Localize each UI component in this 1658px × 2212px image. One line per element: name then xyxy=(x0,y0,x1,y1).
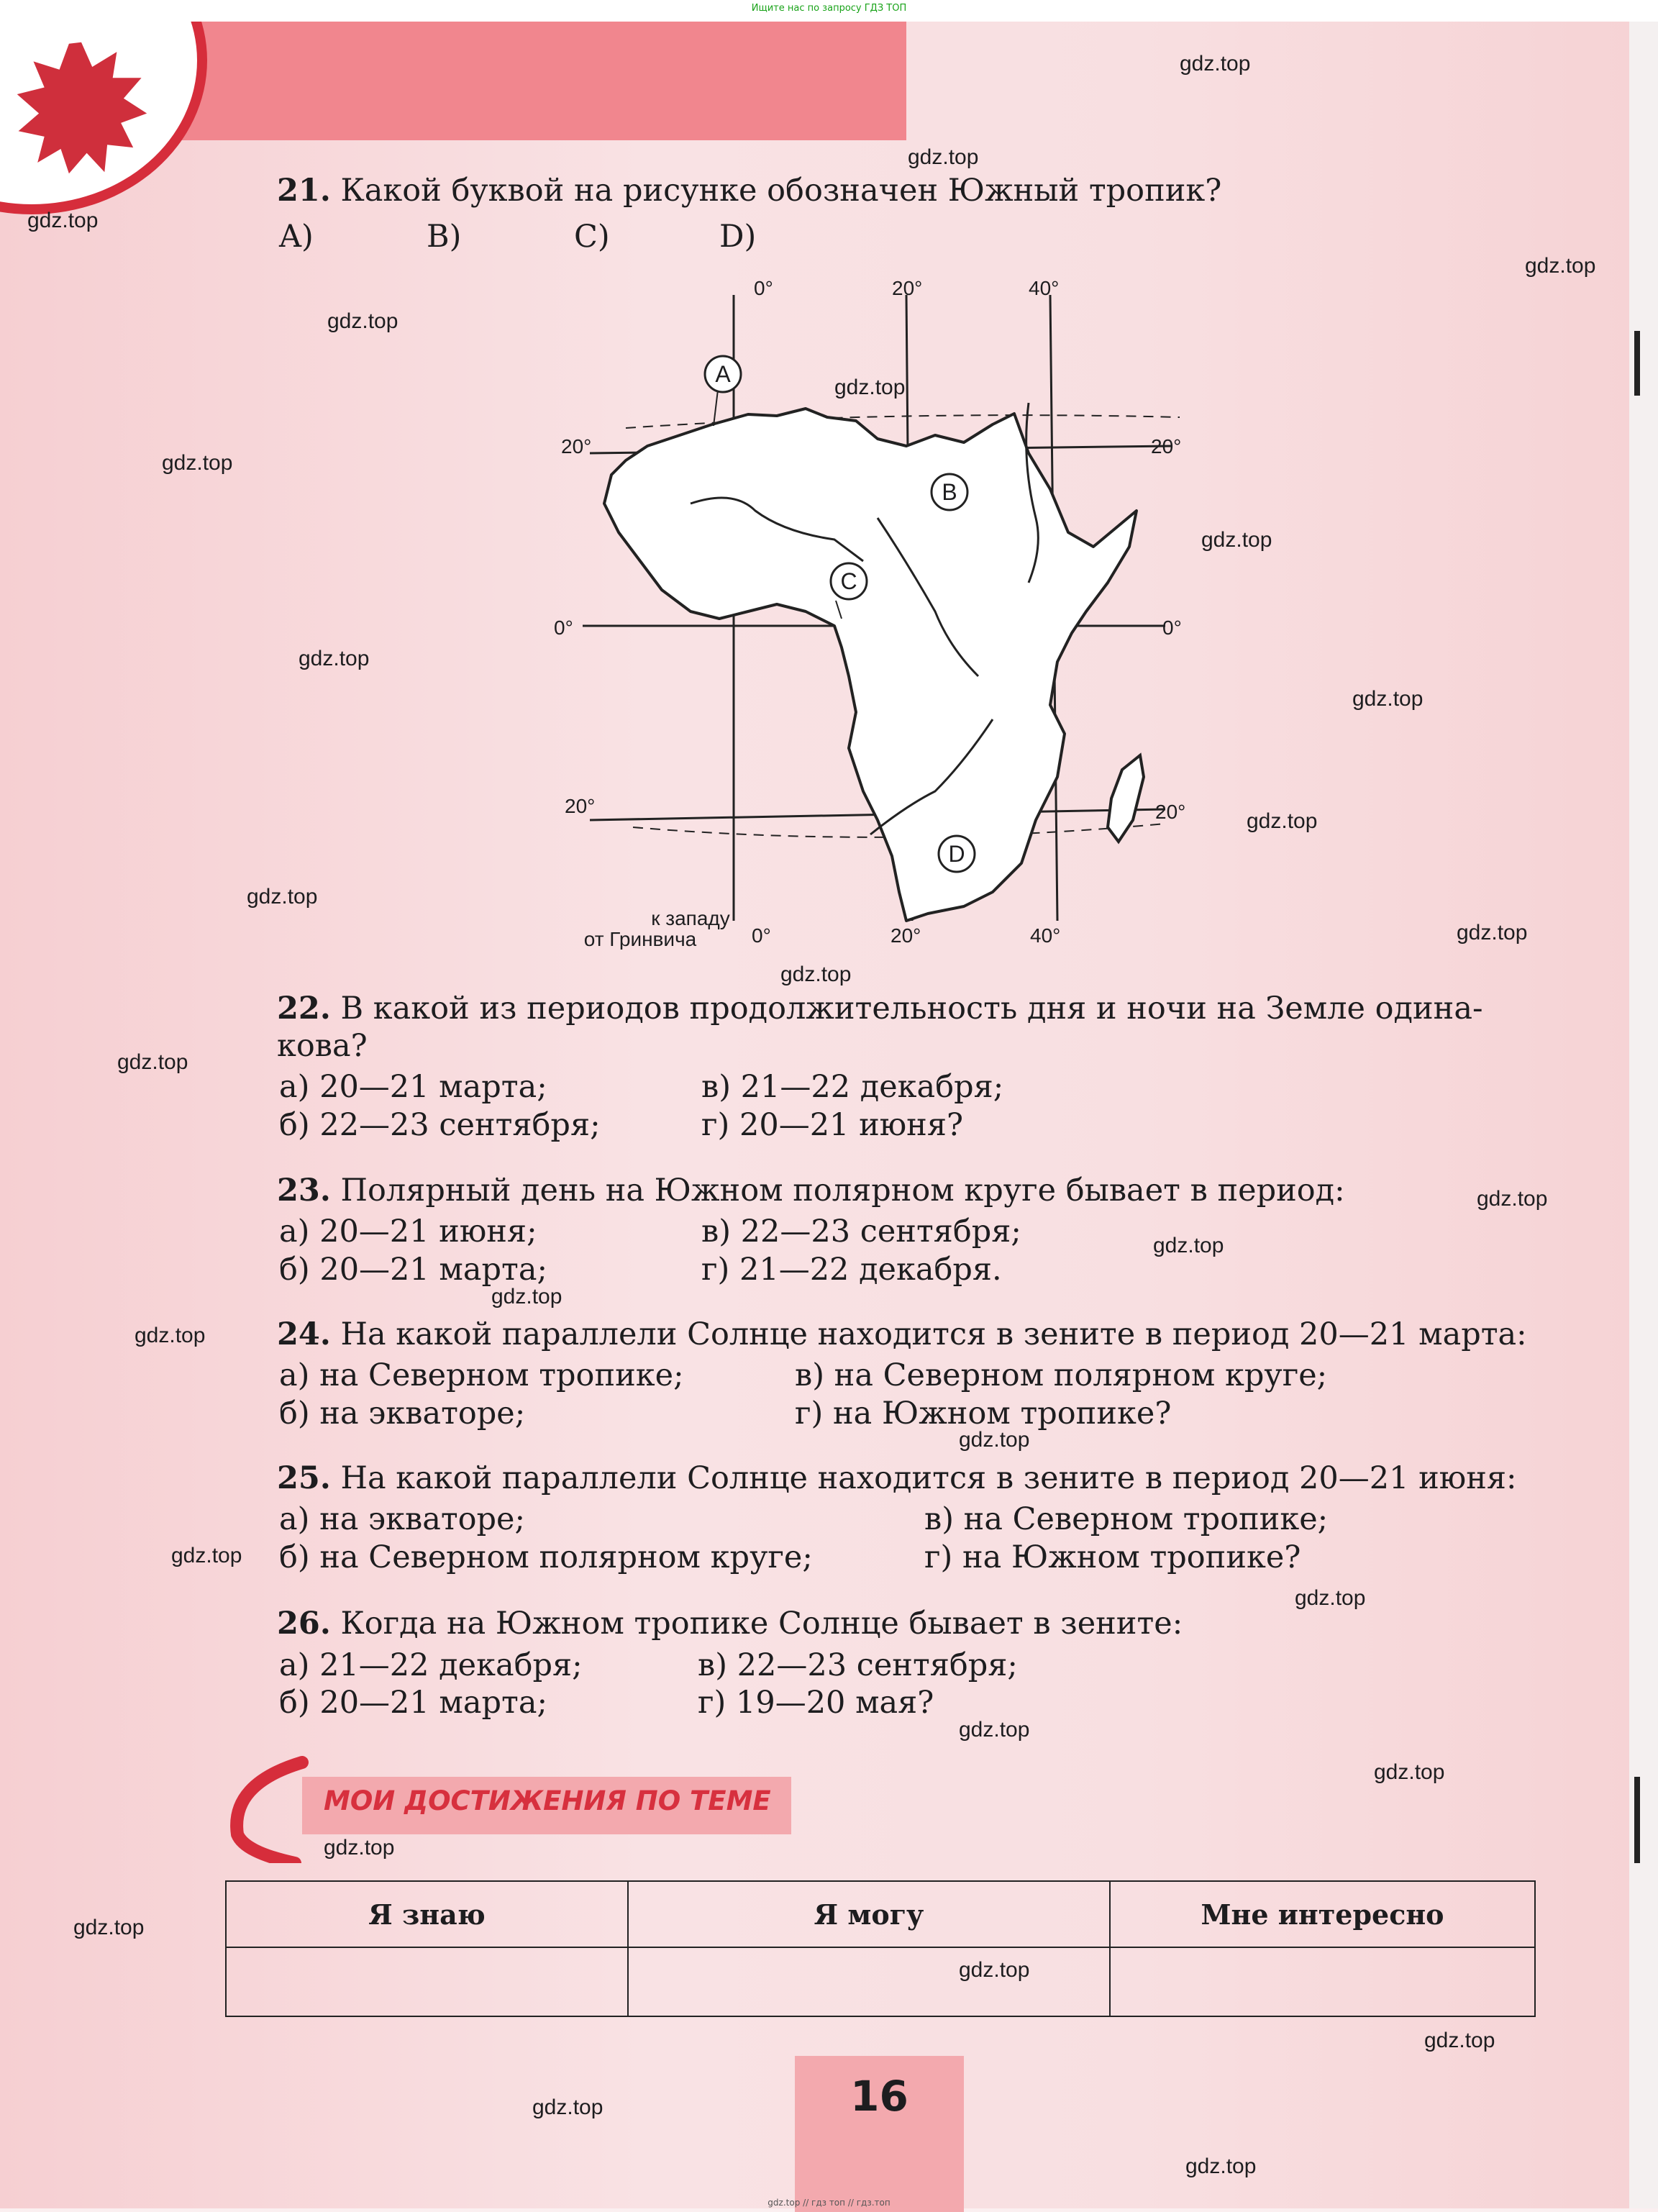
column-i-can: Я могу xyxy=(628,1881,1110,1947)
watermark: gdz.top xyxy=(834,376,906,399)
watermark: gdz.top xyxy=(1295,1586,1366,1610)
label-top-40: 40° xyxy=(1029,277,1060,299)
watermark: gdz.top xyxy=(959,1428,1030,1452)
watermark: gdz.top xyxy=(959,1958,1030,1982)
option-g: г) 21—22 декабря. xyxy=(701,1252,1002,1288)
question-21 xyxy=(277,171,1221,210)
africa-map xyxy=(532,273,1223,950)
question-23 xyxy=(277,1171,1345,1210)
option-v: в) 21—22 декабря; xyxy=(701,1069,1004,1105)
label-west-line2: от Гринвича xyxy=(583,928,697,950)
watermark: gdz.top xyxy=(1185,2154,1257,2178)
question-text: Какой буквой на рисунке обозначен Южный тропик? xyxy=(340,173,1222,209)
question-number: 23. xyxy=(277,1173,331,1209)
question-number: 24. xyxy=(277,1316,331,1352)
cell-interesting[interactable] xyxy=(1110,1947,1535,2016)
label-right-20n: 20° xyxy=(1151,435,1182,458)
question-26 xyxy=(277,1604,1183,1643)
question-text: Полярный день на Южном полярном круге бывает в период: xyxy=(340,1173,1345,1209)
watermark: gdz.top xyxy=(1525,254,1596,278)
watermark: gdz.top xyxy=(299,647,370,670)
option-a: A) xyxy=(279,219,314,255)
option-a: а) на экваторе; xyxy=(279,1501,525,1537)
label-left-0: 0° xyxy=(554,616,573,639)
option-b: B) xyxy=(427,219,462,255)
watermark: gdz.top xyxy=(1180,52,1251,76)
watermark: gdz.top xyxy=(1201,528,1272,552)
question-number: 22. xyxy=(277,991,331,1027)
option-g: г) на Южном тропике? xyxy=(795,1396,1172,1432)
label-bottom-20: 20° xyxy=(891,924,921,947)
achievements-title: МОИ ДОСТИЖЕНИЯ ПО ТЕМЕ xyxy=(324,1785,771,1816)
option-b: б) на Северном полярном круге; xyxy=(279,1539,813,1575)
watermark: gdz.top xyxy=(1247,809,1318,833)
marker-d: D xyxy=(948,841,965,867)
watermark: gdz.top xyxy=(324,1836,395,1860)
question-text: На какой параллели Солнце находится в зените в период 20—21 июня: xyxy=(340,1460,1517,1496)
option-a: а) 21—22 декабря; xyxy=(279,1647,583,1683)
watermark: gdz.top xyxy=(1153,1234,1224,1257)
question-number: 26. xyxy=(277,1606,331,1642)
question-number: 21. xyxy=(277,173,331,209)
question-number: 25. xyxy=(277,1460,331,1496)
page-edge-mark xyxy=(1634,331,1640,396)
watermark: gdz.top xyxy=(27,209,99,232)
option-g: г) 20—21 июня? xyxy=(701,1107,964,1143)
watermark: gdz.top xyxy=(117,1050,188,1074)
star-emblem-icon xyxy=(13,40,150,176)
question-text: Когда на Южном тропике Солнце бывает в зените: xyxy=(340,1606,1183,1642)
label-bottom-0: 0° xyxy=(752,924,771,947)
option-c: C) xyxy=(574,219,610,255)
cell-i-can[interactable] xyxy=(628,1947,1110,2016)
page-edge-mark xyxy=(1634,1777,1640,1863)
question-25 xyxy=(277,1459,1517,1498)
label-top-20: 20° xyxy=(892,277,923,299)
watermark: gdz.top xyxy=(171,1544,242,1567)
option-v: в) 22—23 сентября; xyxy=(701,1214,1021,1250)
watermark: gdz.top xyxy=(959,1718,1030,1742)
question-22-line2: кова? xyxy=(277,1028,368,1064)
watermark: gdz.top xyxy=(135,1324,206,1347)
option-a: а) на Северном тропике; xyxy=(279,1357,684,1393)
watermark: gdz.top xyxy=(908,145,979,169)
label-right-20s: 20° xyxy=(1155,801,1186,823)
label-left-20n: 20° xyxy=(561,435,592,458)
question-text: В какой из периодов продолжительность дня и ночи на Земле одина- xyxy=(340,991,1483,1027)
label-bottom-40: 40° xyxy=(1030,924,1061,947)
option-v: в) на Северном тропике; xyxy=(924,1501,1329,1537)
watermark: gdz.top xyxy=(532,2095,603,2119)
option-b: б) на экваторе; xyxy=(279,1396,526,1432)
marker-a: A xyxy=(715,361,731,387)
label-west-line1: к западу xyxy=(651,907,730,929)
watermark: gdz.top xyxy=(1477,1187,1548,1211)
watermark: gdz.top xyxy=(73,1916,145,1939)
watermark: gdz.top xyxy=(780,962,852,986)
watermark: gdz.top xyxy=(247,885,318,909)
option-g: г) 19—20 мая? xyxy=(698,1685,934,1721)
option-g: г) на Южном тропике? xyxy=(924,1539,1301,1575)
watermark: gdz.top xyxy=(1374,1760,1445,1784)
label-right-0: 0° xyxy=(1162,616,1182,639)
watermark: gdz.top xyxy=(327,309,398,333)
watermark: gdz.top xyxy=(1424,2029,1495,2052)
question-22 xyxy=(277,989,1482,1028)
column-interesting: Мне интересно xyxy=(1110,1881,1535,1947)
label-left-20s: 20° xyxy=(565,795,596,817)
option-a: а) 20—21 марта; xyxy=(279,1069,547,1105)
watermark: gdz.top xyxy=(1352,687,1424,711)
option-d: D) xyxy=(719,219,757,255)
top-note: Ищите нас по запросу ГДЗ ТОП xyxy=(751,3,907,14)
cell-i-know[interactable] xyxy=(226,1947,628,2016)
achievements-table xyxy=(225,1880,1536,2017)
question-text: На какой параллели Солнце находится в зените в период 20—21 марта: xyxy=(340,1316,1527,1352)
question-24 xyxy=(277,1315,1527,1354)
watermark: gdz.top xyxy=(1457,921,1528,945)
header-band xyxy=(108,22,906,140)
page-number: 16 xyxy=(850,2072,908,2121)
bottom-note: gdz.top // гдз топ // гдз.топ xyxy=(767,2198,891,2208)
page-edge xyxy=(1629,22,1658,2208)
column-i-know: Я знаю xyxy=(226,1881,628,1947)
option-v: в) на Северном полярном круге; xyxy=(795,1357,1328,1393)
arc-decoration-icon xyxy=(216,1755,316,1863)
marker-c: C xyxy=(840,568,857,594)
option-b: б) 20—21 марта; xyxy=(279,1685,547,1721)
option-b: б) 22—23 сентября; xyxy=(279,1107,601,1143)
option-v: в) 22—23 сентября; xyxy=(698,1647,1018,1683)
option-a: а) 20—21 июня; xyxy=(279,1214,537,1250)
watermark: gdz.top xyxy=(162,451,233,475)
option-b: б) 20—21 марта; xyxy=(279,1252,547,1288)
label-top-0: 0° xyxy=(754,277,773,299)
watermark: gdz.top xyxy=(491,1285,562,1308)
marker-b: B xyxy=(942,479,957,505)
